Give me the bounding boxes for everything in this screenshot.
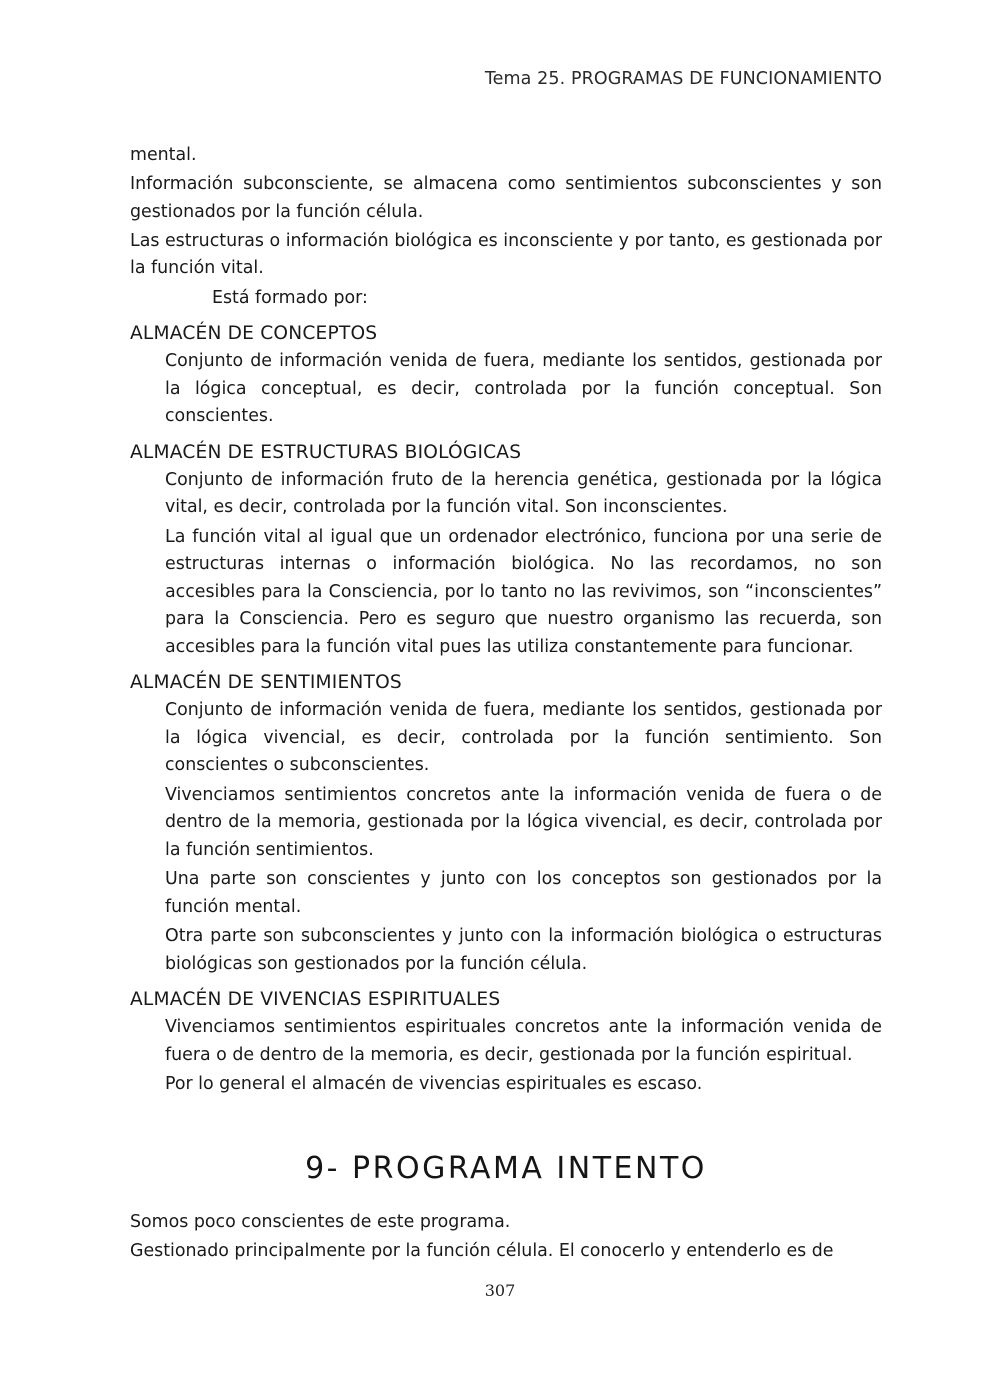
paragraph: Las estructuras o información biológica es inconsciente y por tanto, es gestionada por la función vital. xyxy=(130,230,882,278)
page-body xyxy=(130,142,882,1267)
chapter-heading: 9- PROGRAMA INTENTO xyxy=(305,1150,707,1186)
paragraph: mental. xyxy=(130,145,197,165)
running-header: Tema 25. PROGRAMAS DE FUNCIONAMIENTO xyxy=(484,69,882,89)
paragraph: La función vital al igual que un ordenador electrónico, funciona por una serie de estructuras internas o información biológica. No las recordamos, no son accesibles para la Consciencia, por lo tanto no las revivimos, son “inconscientes” para la Consciencia. Pero es seguro que nuestro organismo las recuerda, son accesibles para la función vital pues las utiliza constantemente para funcionar. xyxy=(165,526,882,657)
section-body xyxy=(130,467,882,662)
section-vivencias-espirituales xyxy=(130,986,882,1099)
paragraph: Otra parte son subconscientes y junto con la información biológica o estructuras biológicas son gestionados por la función célula. xyxy=(165,926,882,974)
paragraph: Conjunto de información fruto de la herencia genética, gestionada por la lógica vital, es decir, controlada por la función vital. Son inconscientes. xyxy=(165,469,882,517)
section-title: ALMACÉN DE ESTRUCTURAS BIOLÓGICAS xyxy=(130,441,522,463)
paragraph: Vivenciamos sentimientos espirituales concretos ante la información venida de fuera o de dentro de la memoria, es decir, gestionada por la función espiritual. xyxy=(165,1017,882,1065)
section-body xyxy=(130,1014,882,1099)
section-conceptos xyxy=(130,320,882,431)
paragraph: Gestionado principalmente por la función célula. El conocerlo y entenderlo es de xyxy=(130,1240,834,1261)
section-body xyxy=(130,697,882,978)
section-title: ALMACÉN DE VIVENCIAS ESPIRITUALES xyxy=(130,989,501,1010)
paragraph: Por lo general el almacén de vivencias espirituales es escaso. xyxy=(165,1074,703,1094)
section-title: ALMACÉN DE SENTIMIENTOS xyxy=(130,672,402,693)
paragraph: Vivenciamos sentimientos concretos ante la información venida de fuera o de dentro de la memoria, gestionada por la lógica vivencial, es decir, controlada por la función sentimientos. xyxy=(165,784,882,860)
paragraph: Conjunto de información venida de fuera, mediante los sentidos, gestionada por la lógica vivencial, es decir, controlada por la función sentimiento. Son conscientes o subconscientes. xyxy=(165,700,882,775)
section-sentimientos xyxy=(130,669,882,978)
section-body xyxy=(130,348,882,431)
paragraph: Está formado por: xyxy=(212,287,368,308)
paragraph: Conjunto de información venida de fuera, mediante los sentidos, gestionada por la lógica conceptual, es decir, controlada por la función conceptual. Son conscientes. xyxy=(165,351,882,426)
page-number: 307 xyxy=(484,1281,516,1300)
paragraph: Información subconsciente, se almacena como sentimientos subconscientes y son gestionados por la función célula. xyxy=(130,174,882,222)
paragraph: Una parte son conscientes y junto con los conceptos son gestionados por la función mental. xyxy=(165,869,882,917)
section-estructuras-biologicas xyxy=(130,439,882,662)
section-title: ALMACÉN DE CONCEPTOS xyxy=(130,323,378,344)
paragraph: Somos poco conscientes de este programa. xyxy=(130,1211,511,1232)
